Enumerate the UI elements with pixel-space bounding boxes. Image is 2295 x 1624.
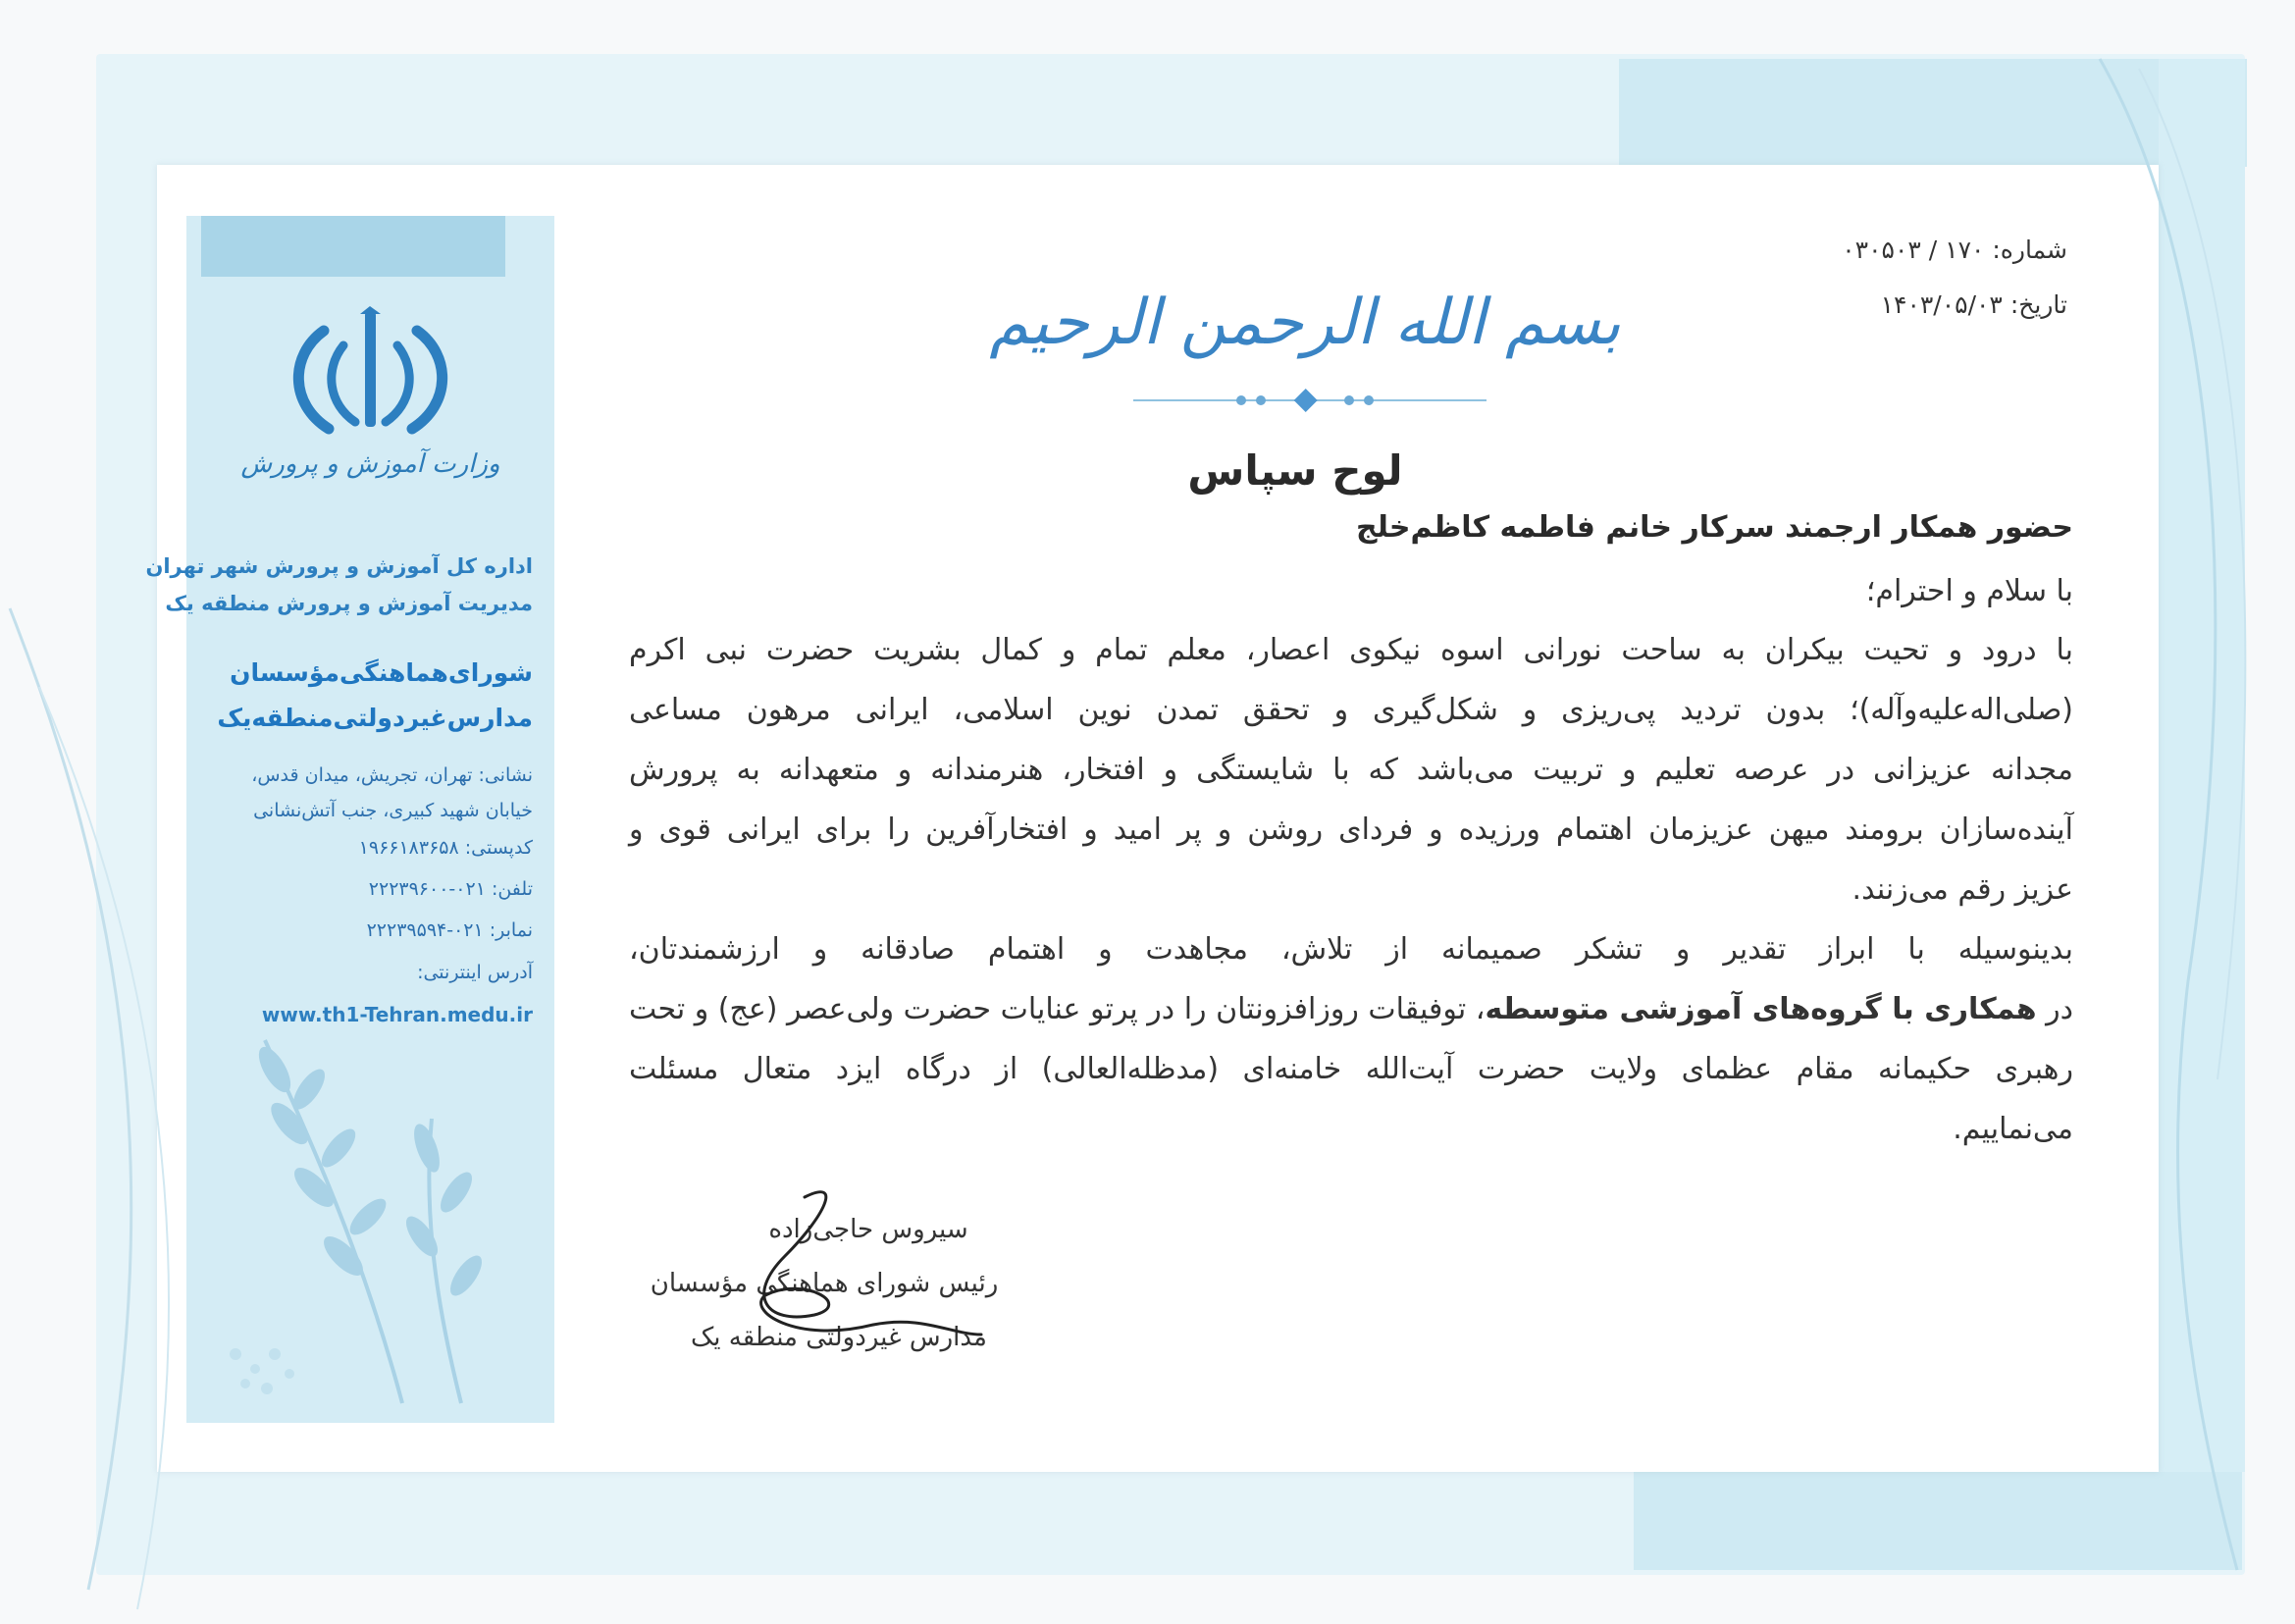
bismillah-calligraphy xyxy=(989,216,1621,416)
fax-number: نمابر: ۰۲۱-۲۲۲۳۹۵۹۴ xyxy=(366,919,533,941)
website-label: آدرس اینترنتی: xyxy=(417,962,533,983)
letter-date: تاریخ: ۱۴۰۳/۰۵/۰۳ xyxy=(1880,290,2067,319)
iran-emblem-icon xyxy=(285,306,456,444)
paragraph-1-line-5: عزیز رقم می‌زنند. xyxy=(1852,872,2073,907)
paragraph-1-line-1: با درود و تحیت بیکران به ساحت نورانی اسوه نیکوی اعصار، معلم تمام و کمال بشریت حضرت نبی اکرم xyxy=(629,633,2073,667)
leaves-decoration-icon xyxy=(206,1030,540,1413)
phone-number: تلفن: ۰۲۱-۲۲۲۳۹۶۰۰ xyxy=(368,878,533,900)
p2-line2-bold: همکاری با گروه‌های آموزشی متوسطه xyxy=(1485,992,2037,1026)
postal-code: کدپستی: ۱۹۶۶۱۸۳۶۵۸ xyxy=(358,837,533,859)
address-line-1: نشانی: تهران، تجریش، میدان قدس، xyxy=(251,764,533,786)
greeting-line: با سلام و احترام؛ xyxy=(1865,574,2073,608)
certificate-title: لوح سپاس xyxy=(1187,446,1403,495)
org-line-1: اداره کل آموزش و پرورش شهر تهران xyxy=(145,554,533,578)
signer-name: سیروس حاجی‌زاده xyxy=(768,1215,968,1244)
decorative-band-bottom xyxy=(1634,1472,2242,1570)
bismillah-calligraphy-icon xyxy=(989,216,1621,412)
handwritten-signature-icon xyxy=(706,1178,1020,1374)
address-line-2: خیابان شهید کبیری، جنب آتش‌نشانی xyxy=(253,800,533,821)
paragraph-1-line-4: آینده‌سازان برومند میهن عزیزمان اهتمام ورزیده و فردای روشن و پر امید و افتخارآفرین را برای ایرانی قوی و xyxy=(629,812,2073,847)
paragraph-2-line-1: بدینوسیله با ابراز تقدیر و تشکر صمیمانه از تلاش، مجاهدت و اهتمام صادقانه و ارزشمندتان، xyxy=(629,932,2073,967)
recipient-salutation: حضور همکار ارجمند سرکار خانم فاطمه کاظم‌خلج xyxy=(1356,510,2073,545)
paragraph-2-line-2 xyxy=(629,992,2073,1026)
decorative-band-right xyxy=(2159,59,2245,1472)
signer-role-line-1: رئیس شورای هماهنگی مؤسسان xyxy=(650,1269,999,1298)
paragraph-2-line-3: رهبری حکیمانه مقام عظمای ولایت حضرت آیت‌الله خامنه‌ای (مدظله‌العالی) از درگاه ایزد متعال مسئلت xyxy=(629,1052,2073,1086)
paragraph-1-line-3: مجدانه عزیزانی در عرصه تعلیم و تربیت می‌باشد که با شایستگی و افتخار، هنرمندانه و متعهدانه به پرورش xyxy=(629,753,2073,787)
p2-line2-end: ، توفیقات روزافزونتان را در پرتو عنایات حضرت ولی‌عصر (عج) و تحت xyxy=(629,992,1486,1026)
signer-role-line-2: مدارس غیردولتی منطقه یک xyxy=(691,1323,987,1352)
letter-number: شماره: ۱۷۰ / ۰۳۰۵۰۳ xyxy=(1842,236,2067,264)
decorative-band-top xyxy=(1619,59,2247,167)
ministry-logo-text: وزارت آموزش و پرورش xyxy=(240,449,500,479)
sidebar-tab-bar xyxy=(201,216,505,277)
sidebar-panel xyxy=(145,216,554,1423)
org-line-2: مدیریت آموزش و پرورش منطقه یک xyxy=(165,592,533,615)
paragraph-1-line-2: (صلی‌اله‌علیه‌وآله)؛ بدون تردید پی‌ریزی و شکل‌گیری و تحقق تمدن نوین اسلامی، ایرانی مرهون مساعی xyxy=(629,693,2073,727)
paragraph-2-line-4: می‌نماییم. xyxy=(1953,1112,2073,1146)
bismillah-text: بسم الله الرحمن الرحیم xyxy=(989,287,1621,359)
p2-line2-start: در xyxy=(2036,992,2073,1026)
council-line-2: مدارس‌غیردولتی‌منطقه‌یک xyxy=(217,704,533,732)
website-link[interactable]: www.th1-Tehran.medu.ir xyxy=(261,1003,533,1026)
council-line-1: شورای‌هماهنگی‌مؤسسان xyxy=(230,658,533,687)
